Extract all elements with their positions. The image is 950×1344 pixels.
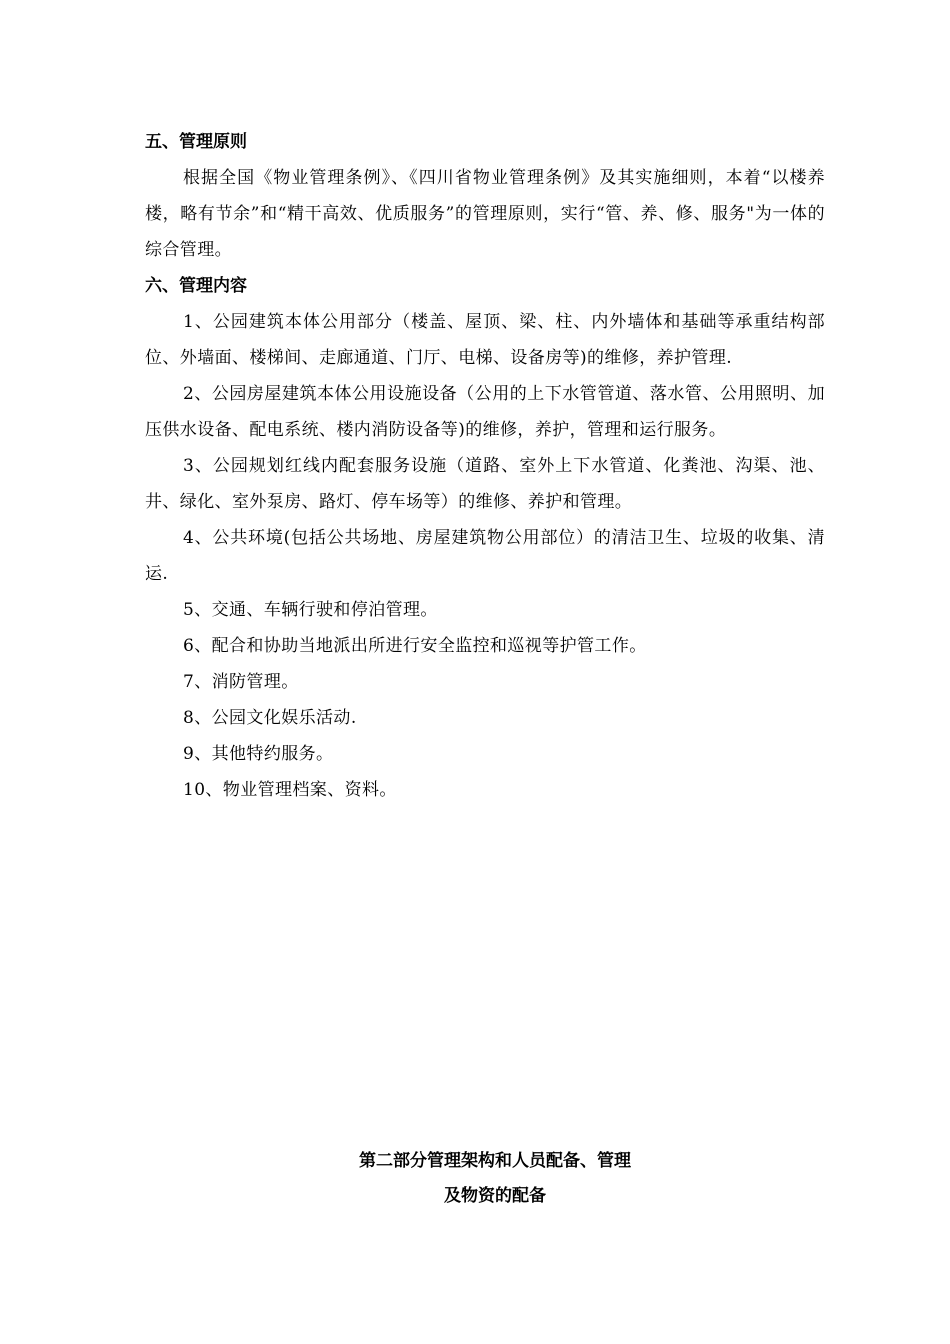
list-item: 8、公园文化娱乐活动.	[183, 708, 357, 728]
list-item: 5、交通、车辆行驶和停泊管理。	[183, 600, 438, 620]
list-item: 7、消防管理。	[183, 672, 299, 692]
list-item: 6、配合和协助当地派出所进行安全监控和巡视等护管工作。	[183, 636, 647, 656]
part-2-title-line-2: 及物资的配备	[444, 1186, 546, 1206]
section-5-heading: 五、管理原则	[145, 132, 247, 152]
list-item: 10、物业管理档案、资料。	[183, 780, 397, 800]
section-5-paragraph: 根据全国《物业管理条例》、《四川省物业管理条例》及其实施细则，本着“以楼养楼，略有节余”和“精干高效、优质服务”的管理原则，实行“管、养、修、服务"为一体的综合管理。	[145, 168, 825, 260]
part-2-title-line-1: 第二部分管理架构和人员配备、管理	[359, 1151, 631, 1171]
section-6-heading: 六、管理内容	[145, 276, 247, 296]
document-body	[145, 124, 825, 808]
list-item: 4、公共环境(包括公共场地、房屋建筑物公用部位）的清洁卫生、垃圾的收集、清运.	[145, 528, 825, 584]
list-item: 2、公园房屋建筑本体公用设施设备（公用的上下水管管道、落水管、公用照明、加压供水设备、配电系统、楼内消防设备等)的维修，养护，管理和运行服务。	[145, 384, 825, 440]
list-item: 9、其他特约服务。	[183, 744, 334, 764]
list-item: 1、公园建筑本体公用部分（楼盖、屋顶、梁、柱、内外墙体和基础等承重结构部位、外墙面、楼梯间、走廊通道、门厅、电梯、设备房等)的维修，养护管理.	[145, 312, 825, 368]
list-item: 3、公园规划红线内配套服务设施（道路、室外上下水管道、化粪池、沟渠、池、井、绿化、室外泵房、路灯、停车场等）的维修、养护和管理。	[145, 456, 825, 512]
